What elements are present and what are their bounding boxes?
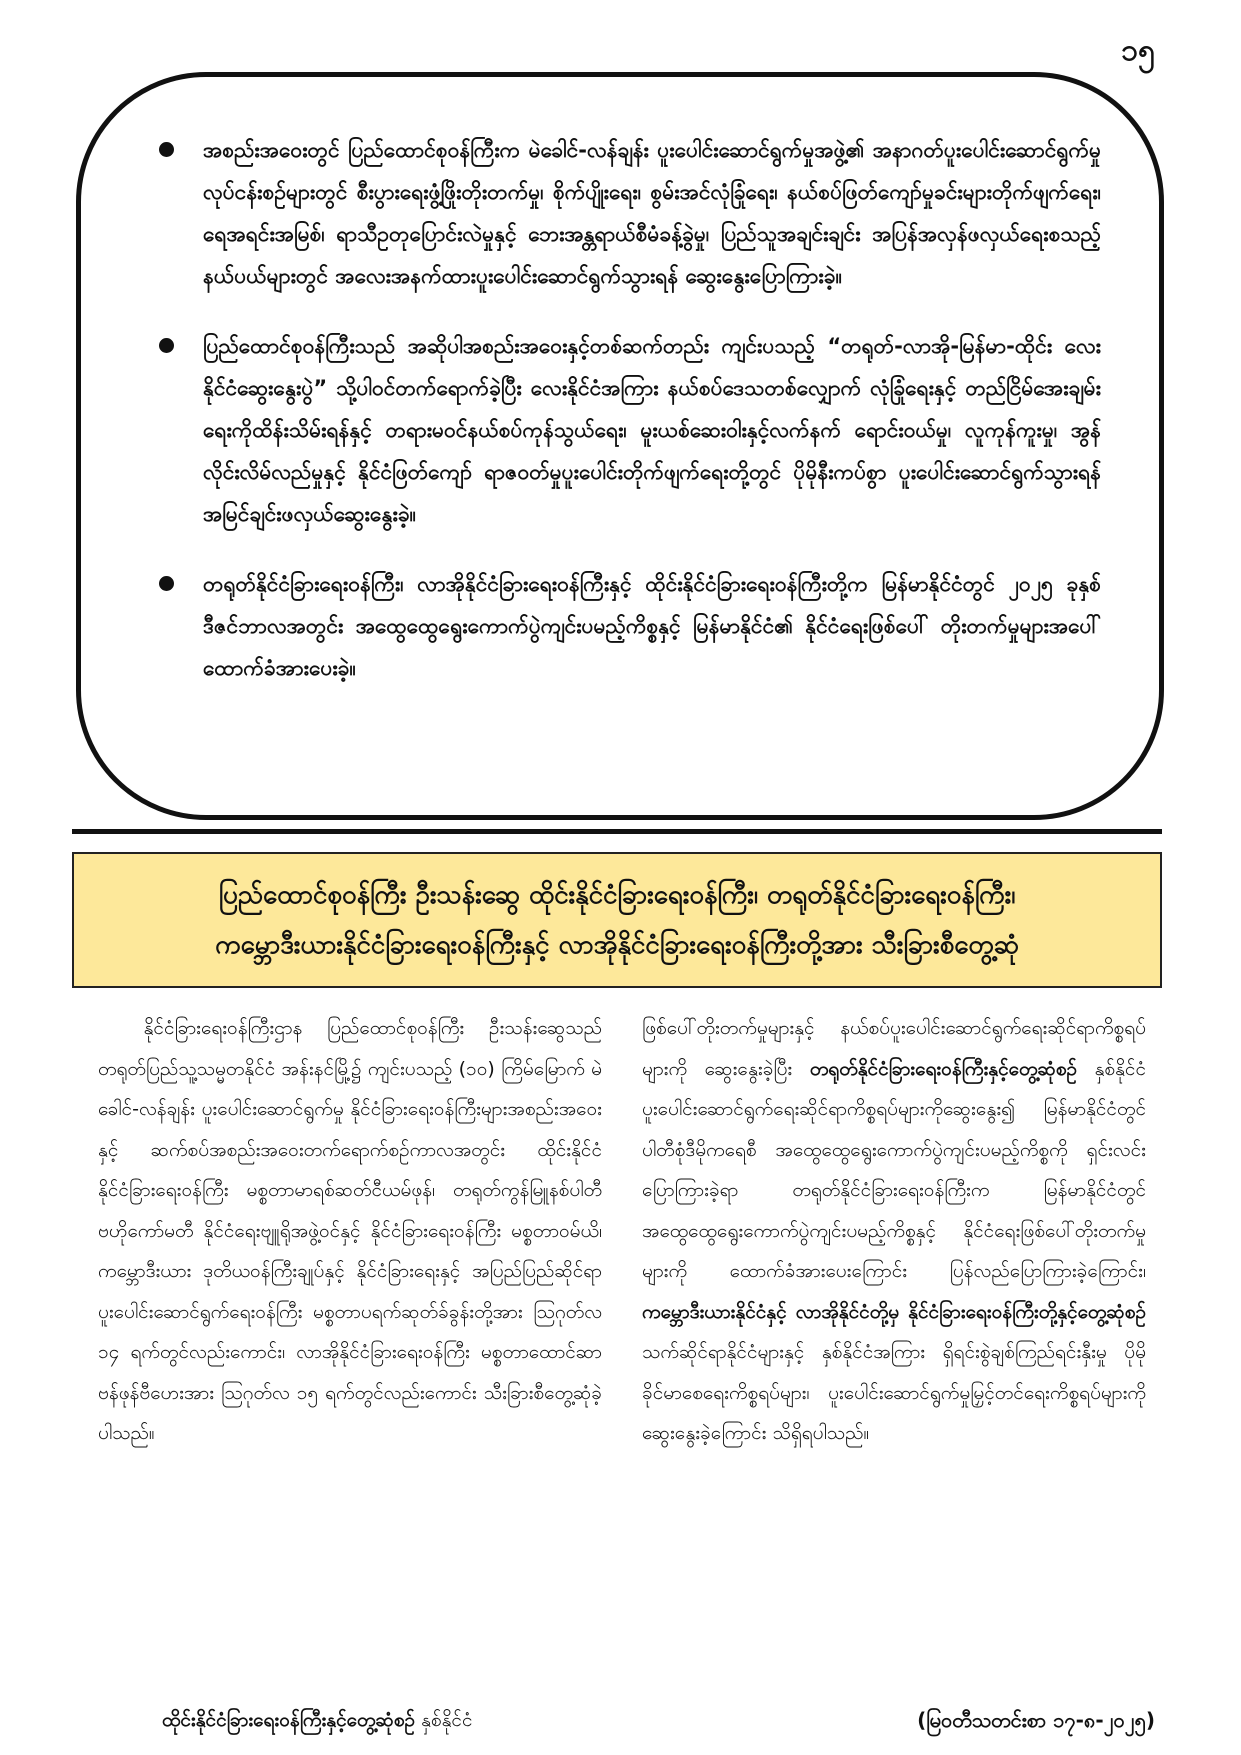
- emphasis-text: ကမ္ဘောဒီးယားနိုင်ငံနှင့် လာအိုနိုင်ငံတို့မှ နိုင်ငံခြားရေးဝန်ကြီးတို့နှင့်တွေ့ဆုံစဉ်: [642, 1300, 1146, 1323]
- summary-box: [76, 72, 1164, 820]
- bullet-icon: [159, 338, 174, 353]
- bullet-item: [159, 563, 1101, 689]
- bullet-item: [159, 325, 1101, 535]
- bullet-icon: [159, 576, 174, 591]
- bullet-text: အစည်းအဝေးတွင် ပြည်ထောင်စုဝန်ကြီးက မဲခေါင်-လန်ချန်း ပူးပေါင်းဆောင်ရွက်မှုအဖွဲ့၏ အနာဂတ်ပူးပေါင်းဆောင်ရွက်မှုလုပ်ငန်းစဉ်များတွင် စီးပွားရေးဖွံ့ဖြိုးတိုးတက်မှု၊ စိုက်ပျိုးရေး၊ စွမ်းအင်လုံခြုံရေး၊ နယ်စပ်ဖြတ်ကျော်မှုခင်းများတိုက်ဖျက်ရေး၊ ရေအရင်းအမြစ်၊ ရာသီဥတုပြောင်းလဲမှုနှင့် ဘေးအန္တရာယ်စီမံခန့်ခွဲမှု၊ ပြည်သူအချင်းချင်း အပြန်အလှန်ဖလှယ်ရေးစသည့်နယ်ပယ်များတွင် အလေးအနက်ထားပူးပေါင်းဆောင်ရွက်သွားရန် ဆွေးနွေးပြောကြားခဲ့။: [203, 138, 1101, 288]
- bullet-icon: [159, 142, 174, 157]
- body-paragraph: နိုင်ငံခြားရေးဝန်ကြီးဌာန ပြည်ထောင်စုဝန်ကြီး ဦးသန်းဆွေသည် တရုတ်ပြည်သူ့သမ္မတနိုင်ငံ အန်းနင်မြို့၌ ကျင်းပသည့် (၁၀) ကြိမ်မြောက် မဲခေါင်-လန်ချန်း ပူးပေါင်းဆောင်ရွက်မှု နိုင်ငံခြားရေးဝန်ကြီးများအစည်းအဝေးနှင့် ဆက်စပ်အစည်းအဝေးတက်ရောက်စဉ်ကာလအတွင်း ထိုင်းနိုင်ငံ နိုင်ငံခြားရေးဝန်ကြီး မစ္စတာမာရစ်ဆတ်ငီယမ်ဖုန်၊ တရုတ်ကွန်မြူနစ်ပါတီဗဟိုကော်မတီ နိုင်ငံရေးဗျူရိုအဖွဲ့ဝင်နှင့် နိုင်ငံခြားရေးဝန်ကြီး မစ္စတာဝမ်ယိ၊ ကမ္ဘောဒီးယား ဒုတိယဝန်ကြီးချုပ်နှင့် နိုင်ငံခြားရေးနှင့် အပြည်ပြည်ဆိုင်ရာ ပူးပေါင်းဆောင်ရွက်ရေးဝန်ကြီး မစ္စတာပရက်ဆုတ်ခ်ခွန်းတို့အား ဩဂုတ်လ ၁၄ ရက်တွင်လည်းကောင်း၊ လာအိုနိုင်ငံခြားရေးဝန်ကြီး မစ္စတာထောင်ဆာဗန်ဖုန်ဗီဟေးအား ဩဂုတ်လ ၁၅ ရက်တွင်လည်းကောင်း သီးခြားစီတွေ့ဆုံခဲ့ပါသည်။: [98, 1017, 602, 1444]
- emphasis-text: တရုတ်နိုင်ငံခြားရေးဝန်ကြီးနှင့်တွေ့ဆုံစဉ်: [809, 1057, 1078, 1080]
- bullet-text: တရုတ်နိုင်ငံခြားရေးဝန်ကြီး၊ လာအိုနိုင်ငံခြားရေးဝန်ကြီးနှင့် ထိုင်းနိုင်ငံခြားရေးဝန်ကြီးတို့က မြန်မာနိုင်ငံတွင် ၂၀၂၅ ခုနှစ် ဒီဇင်ဘာလအတွင်း အထွေထွေရွေးကောက်ပွဲကျင်းပမည့်ကိစ္စနှင့် မြန်မာနိုင်ငံ၏ နိုင်ငံရေးဖြစ်ပေါ် တိုးတက်မှုများအပေါ် ထောက်ခံအားပေးခဲ့။: [203, 572, 1101, 680]
- body-text: နှစ်နိုင်ငံ: [415, 1709, 473, 1731]
- bullet-item: [159, 129, 1101, 297]
- section-divider: [72, 829, 1162, 834]
- body-paragraph: [642, 1008, 1146, 1454]
- bullet-text: ပြည်ထောင်စုဝန်ကြီးသည် အဆိုပါအစည်းအဝေးနှင့်တစ်ဆက်တည်း ကျင်းပသည့် “တရုတ်-လာအို-မြန်မာ-ထိုင်း လေးနိုင်ငံဆွေးနွေးပွဲ” သို့ပါဝင်တက်ရောက်ခဲ့ပြီး လေးနိုင်ငံအကြား နယ်စပ်ဒေသတစ်လျှောက် လုံခြုံရေးနှင့် တည်ငြိမ်အေးချမ်းရေးကိုထိန်းသိမ်းရန်နှင့် တရားမဝင်နယ်စပ်ကုန်သွယ်ရေး၊ မူးယစ်ဆေးဝါးနှင့်လက်နက် ရောင်းဝယ်မှု၊ လူကုန်ကူးမှု၊ အွန်လိုင်းလိမ်လည်မှုနှင့် နိုင်ငံဖြတ်ကျော် ရာဇဝတ်မှုပူးပေါင်းတိုက်ဖျက်ရေးတို့တွင် ပိုမိုနီးကပ်စွာ ပူးပေါင်းဆောင်ရွက်သွားရန် အမြင်ချင်းဖလှယ်ဆွေးနွေးခဲ့။: [203, 334, 1101, 526]
- body-text: ဖြစ်ပေါ်တိုးတက်မှုများနှင့် နယ်စပ်ပူးပေါင်းဆောင်ရွက်ရေးဆိုင်ရာကိစ္စရပ်များကို ဆွေးနွေးခဲ့ပြီး: [642, 1017, 1146, 1080]
- body-text: သက်ဆိုင်ရာနိုင်ငံများနှင့် နှစ်နိုင်ငံအကြား ရှိရင်းစွဲချစ်ကြည်ရင်းနှီးမှု ပိုမိုခိုင်မာစေရေးကိစ္စရပ်များ၊ ပူးပေါင်းဆောင်ရွက်မှုမြှင့်တင်ရေးကိစ္စရပ်များကို ဆွေးနွေးခဲ့ကြောင်း သိရှိရပါသည်။: [642, 1341, 1146, 1444]
- source-citation: (မြဝတီသတင်းစာ ၁၇-၈-၂၀၂၅): [917, 1708, 1155, 1732]
- article-body: [98, 1008, 1146, 1678]
- left-column: [98, 1008, 602, 1678]
- headline-line-1: ပြည်ထောင်စုဝန်ကြီး ဦးသန်းဆွေ ထိုင်းနိုင်ငံခြားရေးဝန်ကြီး၊ တရုတ်နိုင်ငံခြားရေးဝန်ကြီး၊: [218, 880, 1016, 910]
- page-number: ၁၅: [1121, 33, 1155, 68]
- headline-line-2: ကမ္ဘောဒီးယားနိုင်ငံခြားရေးဝန်ကြီးနှင့် လာအိုနိုင်ငံခြားရေးဝန်ကြီးတို့အား သီးခြားစီတွေ့ဆုံ: [215, 930, 1019, 960]
- right-column: [642, 1008, 1146, 1678]
- article-headline: [72, 852, 1162, 988]
- emphasis-text: ထိုင်းနိုင်ငံခြားရေးဝန်ကြီးနှင့်တွေ့ဆုံစဉ်: [162, 1709, 416, 1731]
- body-text: နှစ်နိုင်ငံပူးပေါင်းဆောင်ရွက်ရေးဆိုင်ရာကိစ္စရပ်များကိုဆွေးနွေး၍ မြန်မာနိုင်ငံတွင် ပါတီစုံဒီမိုကရေစီ အထွေထွေရွေးကောက်ပွဲကျင်းပမည့်ကိစ္စကို ရှင်းလင်းပြောကြားခဲ့ရာ တရုတ်နိုင်ငံခြားရေးဝန်ကြီးက မြန်မာနိုင်ငံတွင် အထွေထွေရွေးကောက်ပွဲကျင်းပမည့်ကိစ္စနှင့် နိုင်ငံရေးဖြစ်ပေါ်တိုးတက်မှုများကို ထောက်ခံအားပေးကြောင်း ပြန်လည်ပြောကြားခဲ့ကြောင်း၊: [642, 1057, 1146, 1282]
- continuation-line: [162, 1700, 473, 1740]
